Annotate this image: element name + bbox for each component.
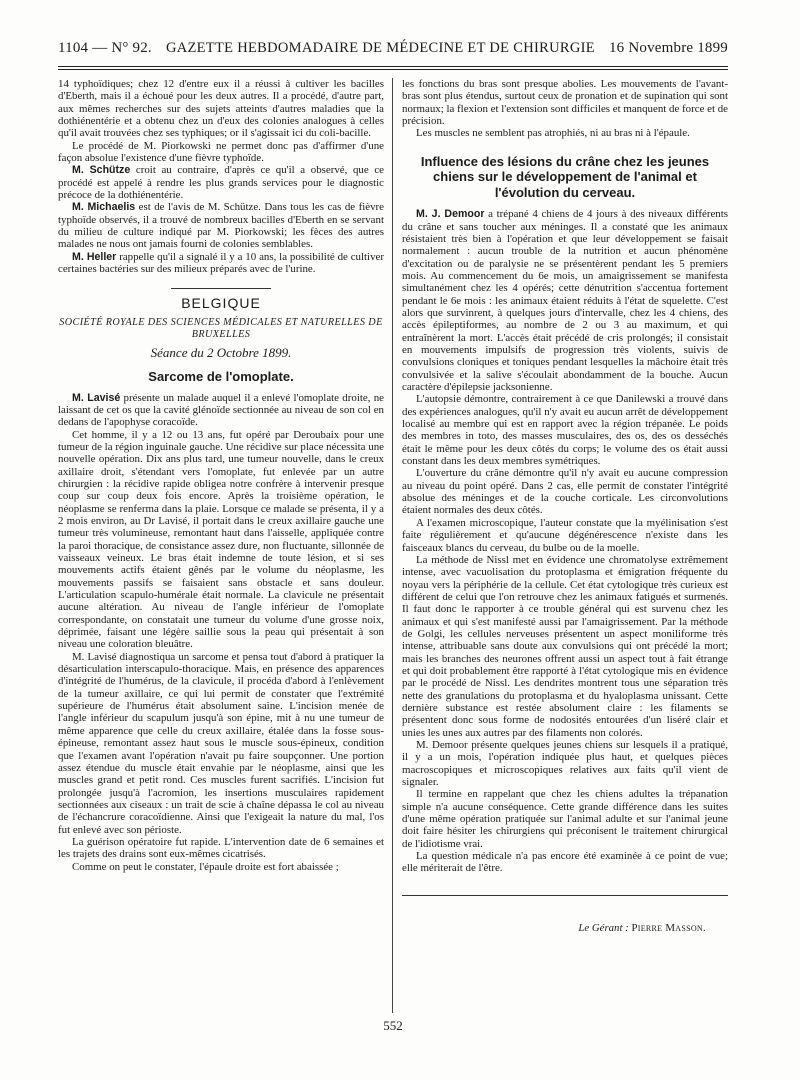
- paragraph: La guérison opératoire fut rapide. L'intervention date de 6 semaines et les trajets des drains sont eux-mêmes cicatrisés.: [58, 835, 384, 861]
- header-rule-thin: [58, 69, 728, 70]
- paragraph: M. Demoor présente quelques jeunes chiens sur lesquels il a pratiqué, il y a un mois, l'opération indiquée plus haut, et quelques pièces macroscopiques et microscopiques relatives aux faits qu'il vient de signaler.: [402, 739, 728, 789]
- left-column: [58, 78, 393, 1013]
- header-date: 16 Novembre 1899: [608, 40, 728, 56]
- paragraph-text: croit au contraire, d'après ce qu'il a observé, que ce procédé est appelé à rendre les plus grands services pour le diagnostic précoce de la dothiénentérie.: [58, 164, 384, 202]
- paragraph: L'ouverture du crâne démontre qu'il n'y avait eu aucune compression au niveau du point opéré. Dans 2 cas, elle permit de constater l'intégrité absolue des méninges et de la couche corticale. Les circonvolutions étaient normales des deux côtés.: [402, 467, 728, 517]
- paragraph: Cet homme, il y a 12 ou 13 ans, fut opéré par Deroubaix pour une tumeur de la région inguinale gauche. Une récidive sur place nécessita une nouvelle opération. Dix ans plus tard, une tumeur nouvelle, dans le creux axillaire droit, s'étendant vers l'omoplate, fut enlevée par un autre chirurgien : la récidive rapide obligea notre confrère à intervenir presque coup sur coup deux fois encore. Après la troisième opération, le néoplasme se renferma dans la plaie. Lorsque ce malade se présenta, il y a 2 mois environ, au Dr Lavisé, il portait dans le creux axillaire gauche une tumeur très volumineuse, remontant haut dans l'aisselle, appliquée contre la paroi thoracique, de consistance assez dure, non fluctuante, sillonnée de vaisseaux veineux. Le bras était indemne de toute lésion, et si ses mouvements actifs étaient gênés par le volume du néoplasme, les mouvements passifs se faisaient sans obstacle et sans douleur. L'articulation scapulo-humérale était normale. La clavicule ne présentait aucune altération. Au niveau de l'angle inférieur de l'omoplate correspondante, on constatait une tumeur du volume d'une grosse noix, déprimée, faisant une légère saillie sous la peau qui présentait à son niveau une coloration bleuâtre.: [58, 428, 384, 651]
- paragraph: Les muscles ne semblent pas atrophiés, ni au bras ni à l'épaule.: [416, 127, 690, 140]
- paragraph-text: a trépané 4 chiens de 4 jours à des niveaux différents du crâne et sans toucher aux méninges. Il a constaté que les animaux résistaient très bien à l'opération et que leur développement se faisait normalement : aucun trouble de la nutrition et aucun phénomène d'excitation ou de paralysie ne se présentèrent pendant les 5 premiers mois. Au commencement du 6e mois, un amaigrissement se manifesta simultanément chez les 4 opérés; cette dénutrition s'accentua fortement pendant le 6e mois : les animaux étaient réduits à l'état de squelette. C'est alors que survinrent, à quelques jours d'intervalle, chez les 4 chiens, des accès épileptiformes, au nombre de 2 ou 3 au maximum, et qui entraînèrent la mort. L'accès était précédé de cris prolongés; il consistait en mouvements impulsifs de progression très violents, suivis de convulsions cloniques et toniques pendant lesquelles la mâchoire était très convulsivée et la salive s'écoulait abondamment de la bouche. Aucun caractère d'épilepsie jacksonienne.: [402, 208, 728, 394]
- paragraph: La question médicale n'a pas encore été examinée à ce point de vue; elle mériterait de l'être.: [402, 850, 728, 875]
- country-heading: BELGIQUE: [181, 294, 261, 311]
- paragraph: les fonctions du bras sont presque abolies. Les mouvements de l'avant-bras sont plus étendus, surtout ceux de pronation et de supination qui sont normaux; la flexion et l'extension sont difficiles et manquent de force et de précision.: [402, 78, 728, 128]
- speaker-name: M. Michaelis: [72, 201, 136, 214]
- speaker-name: M. Schütze: [72, 164, 131, 177]
- right-column: [393, 78, 728, 1080]
- article-title: Sarcome de l'omoplate.: [148, 369, 294, 385]
- paragraph: 14 typhoïdiques; chez 12 d'entre eux il a réussi à cultiver les bacilles d'Eberth, mais il a échoué pour les deux autres. Il a procédé, d'autre part, aux mêmes recherches sur des sujets atteints d'autres maladies que la dothiénentérie et a obtenu chez un d'eux des colonies analogues à celles qu'il avait trouvées chez ses typhiques; or il s'agissait ici du coli-bacille.: [58, 78, 384, 140]
- society-heading: SOCIÉTÉ ROYALE DES SCIENCES MÉDICALES ET NATURELLES DE BRUXELLES: [59, 316, 383, 340]
- session-date: Séance du 2 Octobre 1899.: [150, 344, 292, 360]
- speaker-name: M. Heller: [72, 250, 117, 263]
- paragraph-text: est de l'avis de M. Schütze. Dans tous les cas de fièvre typhoïde observés, il a trouvé de nombreux bacilles d'Eberth en se servant du milieu de culture indiqué par M. Piorkowski; les fèces des autres malades ne nous ont jamais fourni de colonies semblables.: [58, 201, 384, 251]
- header-rule: [58, 66, 728, 67]
- paragraph: Il termine en rappelant que chez les chiens adultes la trépanation simple n'a aucune conséquence. Cette grande différence dans les suites d'une même opération pratiquée sur l'animal adulte et sur l'animal jeune doit faire hésiter les chirurgiens qui préconisent le traitement chirurgical de l'idiotisme vrai.: [402, 788, 728, 850]
- paragraph-text: rappelle qu'il a signalé il y a 10 ans, la possibilité de cultiver certaines bactéries sur des milieux préparés avec de l'urine.: [58, 250, 384, 276]
- end-rule: [402, 895, 728, 896]
- gerant-label: Le Gérant :: [578, 921, 629, 934]
- section-divider: [171, 288, 271, 289]
- gerant-line: [402, 922, 728, 934]
- paragraph: Le procédé de M. Piorkowski ne permet donc pas d'affirmer d'une façon absolue l'existence d'une fièvre typhoïde.: [58, 139, 384, 165]
- text-columns: [58, 78, 728, 1080]
- gerant-name: Pierre Masson.: [631, 921, 706, 934]
- paragraph: [58, 392, 384, 429]
- running-header: [58, 40, 728, 62]
- paragraph: L'autopsie démontre, contrairement à ce que Danilewski a trouvé dans des expériences analogues, qu'il n'y avait eu aucun arrêt de développement localisé au membre qui est en rapport avec la région trépanée. Le poids des membres in toto, des masses musculaires, des os, des os desséchés était le même pour les deux côtés du corps; le volume des os était aussi constant dans les deux membres symétriques.: [402, 393, 728, 468]
- paragraph-text: présente un malade auquel il a enlevé l'omoplate droite, ne laissant de cet os que la cavité glénoïde sectionnée au niveau de son col en dedans de l'apophyse coracoïde.: [58, 391, 384, 429]
- paragraph: La méthode de Nissl met en évidence une chromatolyse extrêmement intense, avec vacuolisation du protoplasma et émigration fréquente du noyau vers la périphérie de la cellule. Cet état cytologique très curieux est différent de celui que l'on retrouve chez les animaux fatigués et surmenés. Il faut donc le rapporter à ce trouble général qui est survenu chez les animaux et qui s'est manifesté aussi par l'amaigrissement. Par la méthode de Golgi, les cellules nerveuses présentent un aspect moniliforme très intense, attribuable sans doute aux convulsions qui ont précédé la mort; mais les branches des neurones offrent aussi un aspect tout à fait étrange et qui doit probablement être rapporté à l'état cytologique mis en évidence par le procédé de Nissl. Les dendrites montrent tous une séparation très nette des granulations du protoplasma et du hyaloplasma unissant. Cette dernière substance est restée absolument claire : les filaments se présentent donc sous forme de nodosités entourées d'un liséré clair et unies les unes aux autres par des filaments non colorés.: [402, 553, 728, 739]
- paragraph: [402, 208, 728, 393]
- paragraph: [58, 164, 384, 201]
- speaker-name: M. J. Demoor: [416, 208, 485, 221]
- paragraph: M. Lavisé diagnostiqua un sarcome et pensa tout d'abord à pratiquer la désarticulation interscapulo-thoracique. Mais, en présence des apparences d'intégrité de l'humérus, de la clavicule, il procéda d'abord à l'enlèvement de la tumeur axillaire, ce qui lui permit de constater que l'extrémité supérieure de l'humérus était absolument saine. L'incision menée de l'angle inférieur du scapulum jusqu'à son épine, mit à nu une tumeur de même apparence que celle du creux axillaire, étalée dans la fosse sous-épineuse, remontant assez haut sous le muscle sous-épineux, condition que l'examen avant l'opération n'avait pu faire soupçonner. Une portion assez étendue du muscle était envahie par le néoplasme, ainsi que les muscles grand et petit rond. Ces muscles furent sacrifiés. L'incision fut prolongée jusqu'à l'acromion, les insertions musculaires rapidement sectionnées aux ciseaux : un trait de scie à chaîne dépassa le col au niveau de l'échancrure coracoïdienne. Ainsi que l'exigeait la nature du mal, l'os fut enlevé avec son périoste.: [58, 650, 384, 836]
- article-title: Influence des lésions du crâne chez les jeunes chiens sur le développement de l'animal et l'évolution du cerveau.: [420, 153, 710, 200]
- paragraph: [58, 251, 384, 276]
- speaker-name: M. Lavisé: [72, 391, 121, 404]
- paragraph: A l'examen microscopique, l'auteur constate que la myélinisation s'est faite régulièrement et qu'aucune dégénérescence n'existe dans les faisceaux blancs du cerveau, du bulbe ou de la moelle.: [402, 516, 728, 554]
- paragraph: [58, 201, 384, 250]
- header-page-issue: 1104 — N° 92.: [58, 40, 152, 56]
- page-number: 552: [383, 1018, 403, 1033]
- header-journal-title: GAZETTE HEBDOMADAIRE DE MÉDECINE ET DE CHIRURGIE: [165, 40, 595, 56]
- paragraph: Comme on peut le constater, l'épaule droite est fort abaissée ;: [72, 860, 339, 873]
